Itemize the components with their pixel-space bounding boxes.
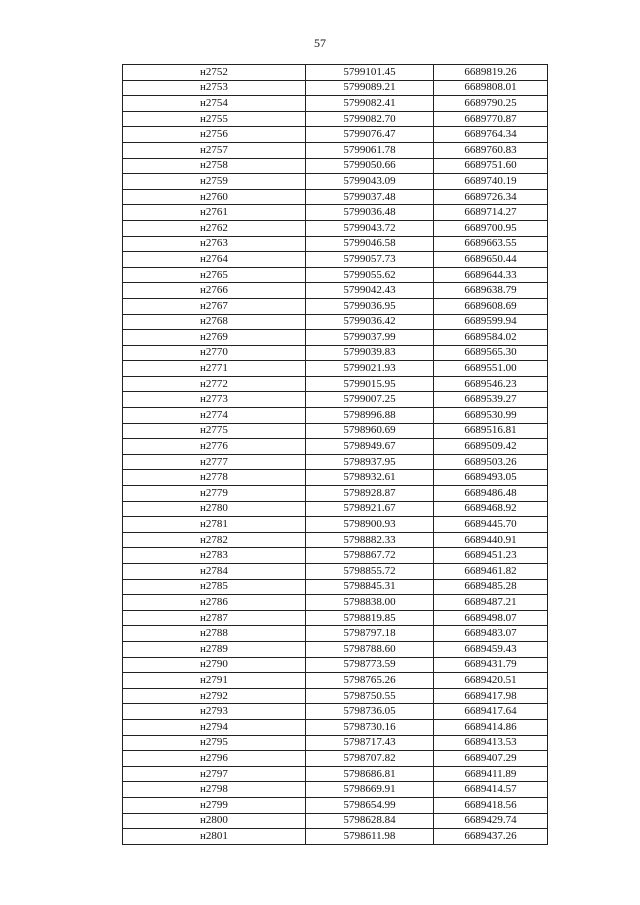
- x-coordinate-cell: 5798750.55: [306, 688, 434, 704]
- point-id-cell: н2799: [123, 797, 306, 813]
- x-coordinate-cell: 5798736.05: [306, 704, 434, 720]
- table-row: [123, 688, 548, 704]
- point-id-cell: н2795: [123, 735, 306, 751]
- table-row: [123, 657, 548, 673]
- x-coordinate-cell: 5799037.99: [306, 330, 434, 346]
- x-coordinate-cell: 5799015.95: [306, 376, 434, 392]
- x-coordinate-cell: 5798730.16: [306, 719, 434, 735]
- x-coordinate-cell: 5798960.69: [306, 423, 434, 439]
- point-id-cell: н2797: [123, 766, 306, 782]
- x-coordinate-cell: 5798707.82: [306, 751, 434, 767]
- point-id-cell: н2782: [123, 532, 306, 548]
- x-coordinate-cell: 5798611.98: [306, 829, 434, 845]
- point-id-cell: н2752: [123, 65, 306, 81]
- x-coordinate-cell: 5798669.91: [306, 782, 434, 798]
- point-id-cell: н2760: [123, 189, 306, 205]
- point-id-cell: н2793: [123, 704, 306, 720]
- x-coordinate-cell: 5798717.43: [306, 735, 434, 751]
- y-coordinate-cell: 6689437.26: [434, 829, 548, 845]
- point-id-cell: н2762: [123, 220, 306, 236]
- point-id-cell: н2761: [123, 205, 306, 221]
- point-id-cell: н2800: [123, 813, 306, 829]
- x-coordinate-cell: 5798628.84: [306, 813, 434, 829]
- table-row: [123, 532, 548, 548]
- x-coordinate-cell: 5799061.78: [306, 142, 434, 158]
- y-coordinate-cell: 6689546.23: [434, 376, 548, 392]
- point-id-cell: н2786: [123, 595, 306, 611]
- table-row: [123, 189, 548, 205]
- x-coordinate-cell: 5798928.87: [306, 486, 434, 502]
- y-coordinate-cell: 6689503.26: [434, 454, 548, 470]
- x-coordinate-cell: 5798949.67: [306, 439, 434, 455]
- table-row: [123, 345, 548, 361]
- x-coordinate-cell: 5799089.21: [306, 80, 434, 96]
- table-row: [123, 626, 548, 642]
- y-coordinate-cell: 6689760.83: [434, 142, 548, 158]
- point-id-cell: н2765: [123, 267, 306, 283]
- x-coordinate-cell: 5799007.25: [306, 392, 434, 408]
- table-row: [123, 220, 548, 236]
- y-coordinate-cell: 6689407.29: [434, 751, 548, 767]
- point-id-cell: н2769: [123, 330, 306, 346]
- y-coordinate-cell: 6689411.89: [434, 766, 548, 782]
- y-coordinate-cell: 6689468.92: [434, 501, 548, 517]
- point-id-cell: н2794: [123, 719, 306, 735]
- x-coordinate-cell: 5798996.88: [306, 408, 434, 424]
- x-coordinate-cell: 5798855.72: [306, 564, 434, 580]
- y-coordinate-cell: 6689714.27: [434, 205, 548, 221]
- y-coordinate-cell: 6689451.23: [434, 548, 548, 564]
- point-id-cell: н2758: [123, 158, 306, 174]
- table-row: [123, 501, 548, 517]
- y-coordinate-cell: 6689486.48: [434, 486, 548, 502]
- point-id-cell: н2764: [123, 252, 306, 268]
- x-coordinate-cell: 5799036.95: [306, 298, 434, 314]
- point-id-cell: н2777: [123, 454, 306, 470]
- table-row: [123, 205, 548, 221]
- y-coordinate-cell: 6689516.81: [434, 423, 548, 439]
- point-id-cell: н2778: [123, 470, 306, 486]
- table-row: [123, 454, 548, 470]
- table-row: [123, 267, 548, 283]
- table-row: [123, 252, 548, 268]
- x-coordinate-cell: 5798819.85: [306, 610, 434, 626]
- x-coordinate-cell: 5799036.42: [306, 314, 434, 330]
- point-id-cell: н2791: [123, 673, 306, 689]
- table-row: [123, 298, 548, 314]
- table-row: [123, 564, 548, 580]
- y-coordinate-cell: 6689440.91: [434, 532, 548, 548]
- x-coordinate-cell: 5799021.93: [306, 361, 434, 377]
- point-id-cell: н2792: [123, 688, 306, 704]
- y-coordinate-cell: 6689445.70: [434, 517, 548, 533]
- point-id-cell: н2783: [123, 548, 306, 564]
- y-coordinate-cell: 6689819.26: [434, 65, 548, 81]
- table-row: [123, 423, 548, 439]
- point-id-cell: н2770: [123, 345, 306, 361]
- table-row: [123, 797, 548, 813]
- point-id-cell: н2779: [123, 486, 306, 502]
- y-coordinate-cell: 6689599.94: [434, 314, 548, 330]
- y-coordinate-cell: 6689420.51: [434, 673, 548, 689]
- y-coordinate-cell: 6689431.79: [434, 657, 548, 673]
- y-coordinate-cell: 6689790.25: [434, 96, 548, 112]
- x-coordinate-cell: 5799039.83: [306, 345, 434, 361]
- point-id-cell: н2796: [123, 751, 306, 767]
- x-coordinate-cell: 5798937.95: [306, 454, 434, 470]
- table-row: [123, 595, 548, 611]
- point-id-cell: н2790: [123, 657, 306, 673]
- point-id-cell: н2775: [123, 423, 306, 439]
- point-id-cell: н2788: [123, 626, 306, 642]
- y-coordinate-cell: 6689740.19: [434, 174, 548, 190]
- y-coordinate-cell: 6689483.07: [434, 626, 548, 642]
- table-row: [123, 735, 548, 751]
- table-row: [123, 392, 548, 408]
- table-row: [123, 829, 548, 845]
- point-id-cell: н2801: [123, 829, 306, 845]
- y-coordinate-cell: 6689726.34: [434, 189, 548, 205]
- point-id-cell: н2780: [123, 501, 306, 517]
- x-coordinate-cell: 5799042.43: [306, 283, 434, 299]
- x-coordinate-cell: 5798788.60: [306, 641, 434, 657]
- y-coordinate-cell: 6689498.07: [434, 610, 548, 626]
- table-row: [123, 766, 548, 782]
- y-coordinate-cell: 6689551.00: [434, 361, 548, 377]
- table-row: [123, 517, 548, 533]
- table-row: [123, 283, 548, 299]
- x-coordinate-cell: 5798797.18: [306, 626, 434, 642]
- point-id-cell: н2756: [123, 127, 306, 143]
- x-coordinate-cell: 5798900.93: [306, 517, 434, 533]
- x-coordinate-cell: 5799043.72: [306, 220, 434, 236]
- point-id-cell: н2784: [123, 564, 306, 580]
- x-coordinate-cell: 5799082.41: [306, 96, 434, 112]
- y-coordinate-cell: 6689417.64: [434, 704, 548, 720]
- x-coordinate-cell: 5799057.73: [306, 252, 434, 268]
- y-coordinate-cell: 6689417.98: [434, 688, 548, 704]
- x-coordinate-cell: 5799036.48: [306, 205, 434, 221]
- table-row: [123, 610, 548, 626]
- table-row: [123, 641, 548, 657]
- x-coordinate-cell: 5799101.45: [306, 65, 434, 81]
- table-body: [123, 65, 548, 845]
- table-row: [123, 486, 548, 502]
- x-coordinate-cell: 5798882.33: [306, 532, 434, 548]
- table-row: [123, 158, 548, 174]
- table-row: [123, 782, 548, 798]
- table-row: [123, 548, 548, 564]
- x-coordinate-cell: 5799046.58: [306, 236, 434, 252]
- y-coordinate-cell: 6689770.87: [434, 111, 548, 127]
- x-coordinate-cell: 5799082.70: [306, 111, 434, 127]
- x-coordinate-cell: 5798838.00: [306, 595, 434, 611]
- x-coordinate-cell: 5798932.61: [306, 470, 434, 486]
- y-coordinate-cell: 6689461.82: [434, 564, 548, 580]
- point-id-cell: н2766: [123, 283, 306, 299]
- y-coordinate-cell: 6689608.69: [434, 298, 548, 314]
- y-coordinate-cell: 6689487.21: [434, 595, 548, 611]
- point-id-cell: н2757: [123, 142, 306, 158]
- x-coordinate-cell: 5799043.09: [306, 174, 434, 190]
- y-coordinate-cell: 6689459.43: [434, 641, 548, 657]
- x-coordinate-cell: 5799076.47: [306, 127, 434, 143]
- x-coordinate-cell: 5799037.48: [306, 189, 434, 205]
- point-id-cell: н2776: [123, 439, 306, 455]
- y-coordinate-cell: 6689808.01: [434, 80, 548, 96]
- x-coordinate-cell: 5799050.66: [306, 158, 434, 174]
- table-row: [123, 80, 548, 96]
- table-row: [123, 65, 548, 81]
- y-coordinate-cell: 6689418.56: [434, 797, 548, 813]
- y-coordinate-cell: 6689414.86: [434, 719, 548, 735]
- point-id-cell: н2759: [123, 174, 306, 190]
- point-id-cell: н2781: [123, 517, 306, 533]
- point-id-cell: н2767: [123, 298, 306, 314]
- point-id-cell: н2753: [123, 80, 306, 96]
- point-id-cell: н2798: [123, 782, 306, 798]
- table-row: [123, 174, 548, 190]
- point-id-cell: н2787: [123, 610, 306, 626]
- table-row: [123, 376, 548, 392]
- y-coordinate-cell: 6689764.34: [434, 127, 548, 143]
- y-coordinate-cell: 6689644.33: [434, 267, 548, 283]
- table-row: [123, 751, 548, 767]
- point-id-cell: н2755: [123, 111, 306, 127]
- table-row: [123, 330, 548, 346]
- table-row: [123, 111, 548, 127]
- y-coordinate-cell: 6689530.99: [434, 408, 548, 424]
- y-coordinate-cell: 6689485.28: [434, 579, 548, 595]
- y-coordinate-cell: 6689509.42: [434, 439, 548, 455]
- point-id-cell: н2773: [123, 392, 306, 408]
- table-row: [123, 408, 548, 424]
- y-coordinate-cell: 6689584.02: [434, 330, 548, 346]
- table-row: [123, 579, 548, 595]
- point-id-cell: н2789: [123, 641, 306, 657]
- table-row: [123, 704, 548, 720]
- y-coordinate-cell: 6689638.79: [434, 283, 548, 299]
- x-coordinate-cell: 5798654.99: [306, 797, 434, 813]
- table-row: [123, 673, 548, 689]
- table-row: [123, 314, 548, 330]
- table-row: [123, 127, 548, 143]
- table-row: [123, 142, 548, 158]
- y-coordinate-cell: 6689539.27: [434, 392, 548, 408]
- y-coordinate-cell: 6689700.95: [434, 220, 548, 236]
- y-coordinate-cell: 6689414.57: [434, 782, 548, 798]
- x-coordinate-cell: 5798921.67: [306, 501, 434, 517]
- point-id-cell: н2785: [123, 579, 306, 595]
- x-coordinate-cell: 5798867.72: [306, 548, 434, 564]
- point-id-cell: н2771: [123, 361, 306, 377]
- table-row: [123, 813, 548, 829]
- y-coordinate-cell: 6689650.44: [434, 252, 548, 268]
- table-row: [123, 470, 548, 486]
- point-id-cell: н2774: [123, 408, 306, 424]
- x-coordinate-cell: 5798765.26: [306, 673, 434, 689]
- point-id-cell: н2772: [123, 376, 306, 392]
- y-coordinate-cell: 6689663.55: [434, 236, 548, 252]
- x-coordinate-cell: 5798773.59: [306, 657, 434, 673]
- x-coordinate-cell: 5799055.62: [306, 267, 434, 283]
- x-coordinate-cell: 5798686.81: [306, 766, 434, 782]
- table-row: [123, 361, 548, 377]
- table-row: [123, 719, 548, 735]
- x-coordinate-cell: 5798845.31: [306, 579, 434, 595]
- y-coordinate-cell: 6689429.74: [434, 813, 548, 829]
- coordinates-table: [122, 64, 548, 845]
- point-id-cell: н2763: [123, 236, 306, 252]
- y-coordinate-cell: 6689751.60: [434, 158, 548, 174]
- y-coordinate-cell: 6689493.05: [434, 470, 548, 486]
- page-number: 57: [314, 36, 326, 50]
- table-row: [123, 439, 548, 455]
- table-row: [123, 236, 548, 252]
- y-coordinate-cell: 6689413.53: [434, 735, 548, 751]
- point-id-cell: н2768: [123, 314, 306, 330]
- y-coordinate-cell: 6689565.30: [434, 345, 548, 361]
- table-row: [123, 96, 548, 112]
- point-id-cell: н2754: [123, 96, 306, 112]
